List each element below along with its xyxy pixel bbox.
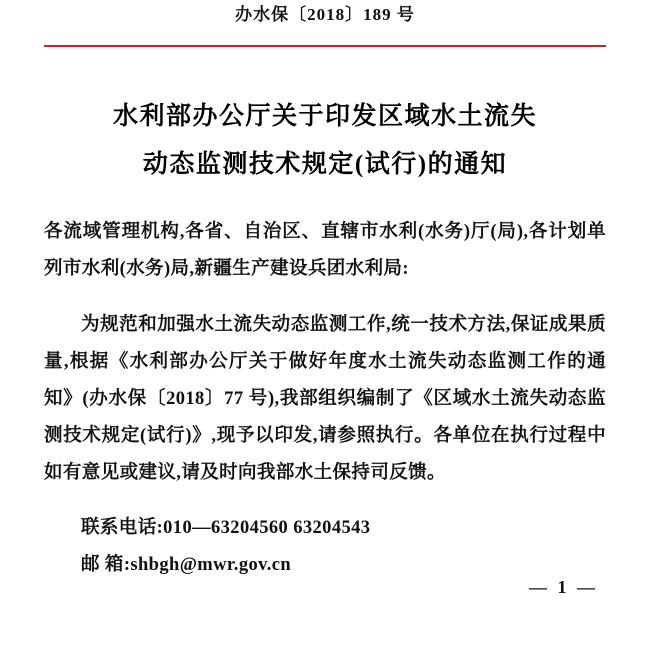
contact-phone-line: 联系电话:010—63204560 63204543 [81, 518, 371, 538]
document-title [44, 93, 606, 188]
document-number: 办水保〔2018〕189 号 [235, 5, 415, 24]
title-line-2: 动态监测技术规定(试行)的通知 [142, 150, 508, 178]
addressee-paragraph: 各流域管理机构,各省、自治区、直辖市水利(水务)厅(局),各计划单列市水利(水务)局,新疆生产建设兵团水利局: [44, 222, 606, 279]
contact-block [44, 510, 606, 584]
document-body [44, 214, 606, 492]
contact-email-line: 邮 箱:shbgh@mwr.gov.cn [81, 555, 292, 575]
red-divider-rule [44, 45, 606, 47]
main-body-paragraph: 为规范和加强水土流失动态监测工作,统一技术方法,保证成果质量,根据《水利部办公厅关于做好年度水土流失动态监测工作的通知》(办水保〔2018〕77 号),我部组织编制了《区域水土流失动态监测技术规定(试行)》,现予以印发,请参照执行。各单位在执行过程中如有意见或建议,请及时向我部水土保持司反馈。 [44, 314, 606, 483]
document-number-row [44, 0, 606, 25]
page-number: — 1 — [529, 577, 598, 597]
title-line-1: 水利部办公厅关于印发区域水土流失 [112, 103, 537, 130]
